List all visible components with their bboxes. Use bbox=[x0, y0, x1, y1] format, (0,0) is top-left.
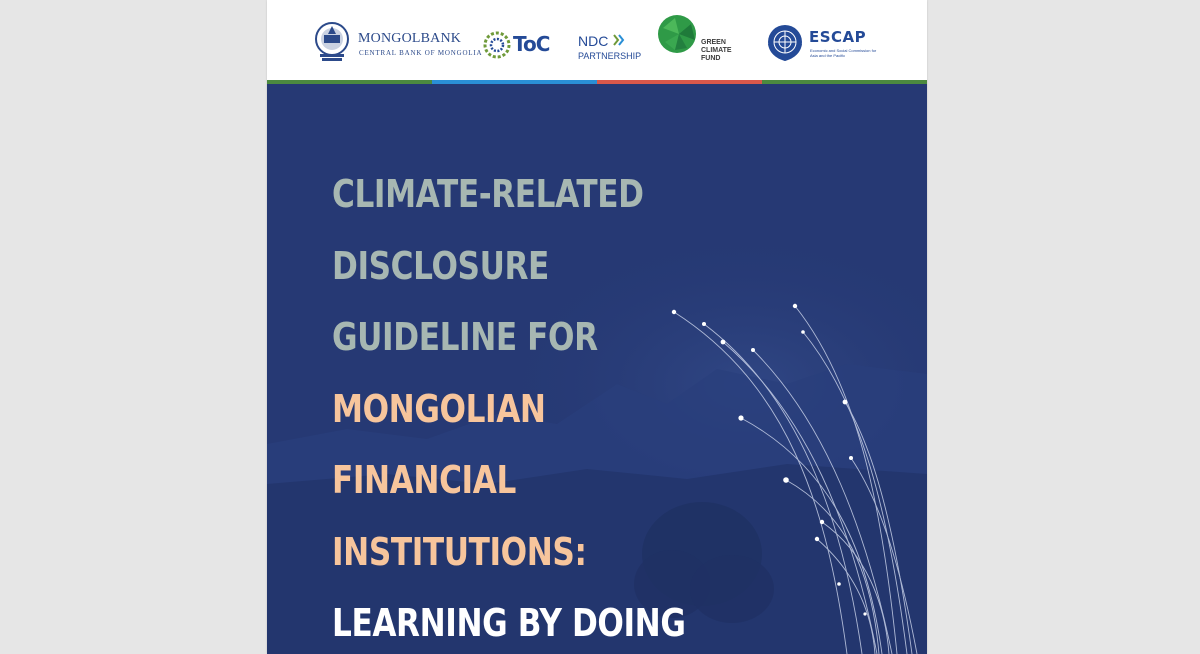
toc-logo bbox=[483, 29, 553, 63]
green-climate-fund-logo bbox=[657, 14, 757, 70]
gcf-name-line1: GREEN bbox=[701, 39, 726, 46]
color-stripe-green bbox=[267, 80, 432, 84]
toc-name: ToC bbox=[513, 32, 550, 56]
gcf-globe-icon bbox=[657, 14, 697, 54]
title-line-7: LEARNING BY DOING bbox=[332, 601, 686, 645]
mongolbank-name: MONGOLBANK bbox=[358, 31, 462, 46]
gcf-name-line2: CLIMATE bbox=[701, 47, 732, 54]
un-emblem-icon bbox=[765, 22, 805, 62]
ndc-partnership-logo bbox=[578, 33, 648, 63]
escap-subtitle: Economic and Social Commission for Asia and the Pacific bbox=[810, 48, 877, 58]
ndc-name: NDC bbox=[578, 33, 609, 49]
ndc-chevrons-icon bbox=[613, 34, 627, 46]
ndc-subtitle: PARTNERSHIP bbox=[578, 51, 642, 61]
color-stripe-green-2 bbox=[762, 80, 927, 84]
title-line-6: INSTITUTIONS: bbox=[332, 529, 587, 574]
title-line-3: GUIDELINE FOR bbox=[332, 315, 598, 359]
title-line-2: DISCLOSURE bbox=[332, 243, 549, 288]
escap-logo bbox=[765, 22, 895, 62]
title-line-1: CLIMATE-RELATED bbox=[332, 172, 644, 216]
report-cover bbox=[267, 0, 927, 654]
mongolbank-logo bbox=[312, 21, 483, 63]
report-title bbox=[332, 159, 686, 654]
escap-name: ESCAP bbox=[809, 28, 867, 46]
gcf-name bbox=[701, 39, 751, 63]
gcf-name-line3: FUND bbox=[701, 55, 721, 62]
partner-logo-bar bbox=[267, 0, 927, 80]
title-line-4: MONGOLIAN bbox=[332, 386, 546, 431]
mongolbank-emblem-icon bbox=[312, 21, 352, 63]
mongolbank-subtitle: CENTRAL BANK OF MONGOLIA bbox=[359, 49, 483, 57]
toc-sunburst-icon bbox=[483, 31, 511, 59]
title-line-5: FINANCIAL bbox=[332, 458, 516, 502]
color-stripe-red bbox=[597, 80, 762, 84]
color-stripe-blue bbox=[432, 80, 597, 84]
